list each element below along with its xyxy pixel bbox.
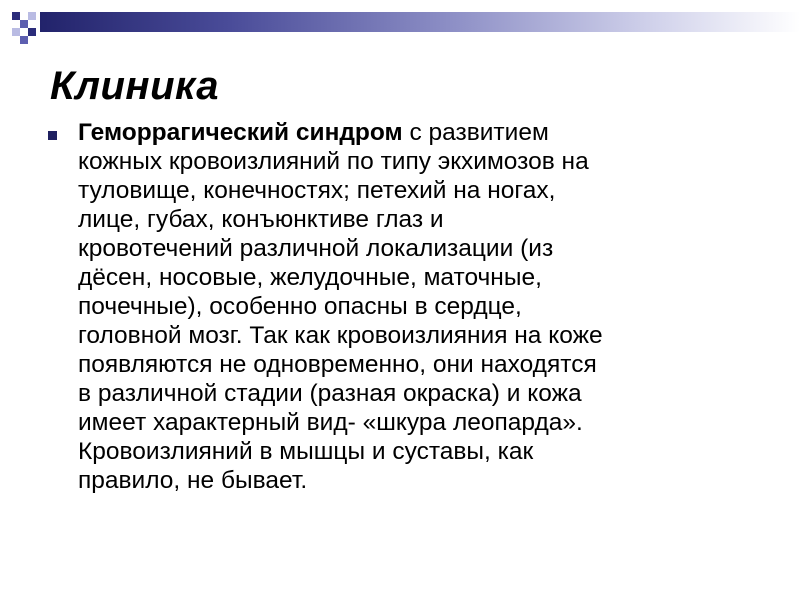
text-line: [78, 118, 768, 147]
bullet-text: [78, 118, 768, 495]
text-line: в различной стадии (разная окраска) и кожа: [78, 380, 582, 407]
decor-square: [20, 36, 28, 44]
text-line-tail: с развитием: [402, 119, 549, 146]
bullet-lead-term: Геморрагический синдром: [78, 119, 403, 146]
decor-square: [20, 20, 28, 28]
text-line: дёсен, носовые, желудочные, маточные,: [78, 264, 542, 291]
text-line: имеет характерный вид- «шкура леопарда».: [78, 409, 583, 436]
text-line: почечные), особенно опасны в сердце,: [78, 293, 522, 320]
text-line: кровотечений различной локализации (из: [78, 235, 554, 262]
header-decoration: [0, 0, 800, 56]
text-line: появляются не одновременно, они находятся: [78, 351, 597, 378]
decor-square: [12, 12, 20, 20]
text-line: головной мозг. Так как кровоизлияния на коже: [78, 322, 603, 349]
text-line: лице, губах, конъюнктиве глаз и: [78, 206, 444, 233]
text-line: кожных кровоизлияний по типу экхимозов на: [78, 148, 589, 175]
decor-square: [28, 28, 36, 36]
bullet-square-icon: [48, 131, 57, 140]
text-line: Кровоизлияний в мышцы и суставы, как: [78, 438, 534, 465]
text-line: туловище, конечностях; петехий на ногах,: [78, 177, 556, 204]
decor-square: [28, 12, 36, 20]
text-line: правило, не бывает.: [78, 467, 308, 494]
decor-square: [12, 28, 20, 36]
header-gradient-bar: [40, 12, 800, 32]
slide-title: Клиника: [50, 64, 220, 108]
